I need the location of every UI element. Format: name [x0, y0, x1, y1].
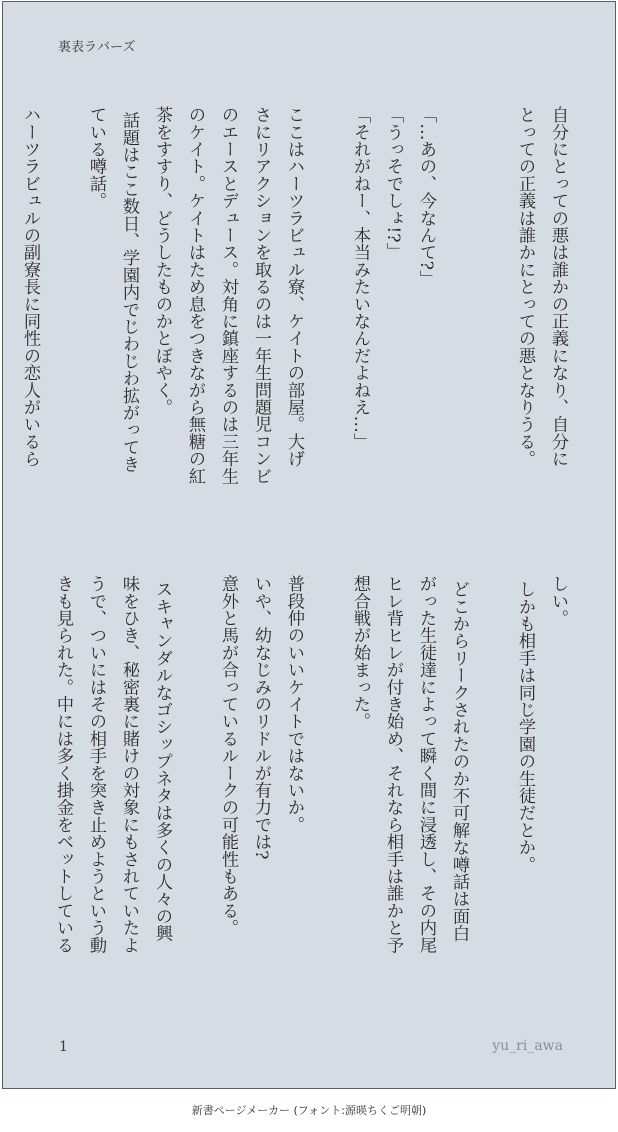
- generator-credit: 新書ページメーカー (フォント:源暎ちくご明朝): [191, 1104, 427, 1117]
- page-number: 1: [59, 1039, 68, 1055]
- manuscript-page: [2, 1, 616, 1089]
- body-text-bottom: しい。 しかも相手は同じ学園の生徒だとか。 どこからリークされたのか不可解な噂話は面白 がった生徒達によって瞬く間に浸透し、その内尾 ヒレ背ヒレが付き始め、それなら相手は誰かと予 想合戦が始まった。 普段仲のいいケイトではないか。 いや、幼なじみのリドルが有力では? 意外と馬が合っているルークの可能性もある。 スキャンダルなゴシップネタは多くの人々の興 味をひき、秘密裏に賭けの対象にもされていたよ うで、ついにはその相手を突き止めようという動 きも見られた。中には多く掛金をベットしている: [53, 575, 568, 954]
- book-title: 裏表ラバーズ: [58, 40, 136, 55]
- body-text-top: 自分にとっての悪は誰かの正義になり、自分に とっての正義は誰かにとっての悪となりうる。 「…あの、今なんて?」 「うっそでしょ!?」 「それがねー、本当みたいなんだよねえ…」 ここはハーツラビュル寮、ケイトの部屋。大げ さにリアクションを取るのは一年生問題児コンビ のエースとデュース。対角に鎮座するのは三年生 のケイト。ケイトはため息をつきながら無糖の紅 茶をすすり、どうしたものかとぼやく。 話題はここ数日、学園内でじわじわ拡がってき ている噂話。 ハーツラビュルの副寮長に同性の恋人がいるら: [20, 106, 568, 485]
- author-name: yu_ri_awa: [492, 1038, 563, 1054]
